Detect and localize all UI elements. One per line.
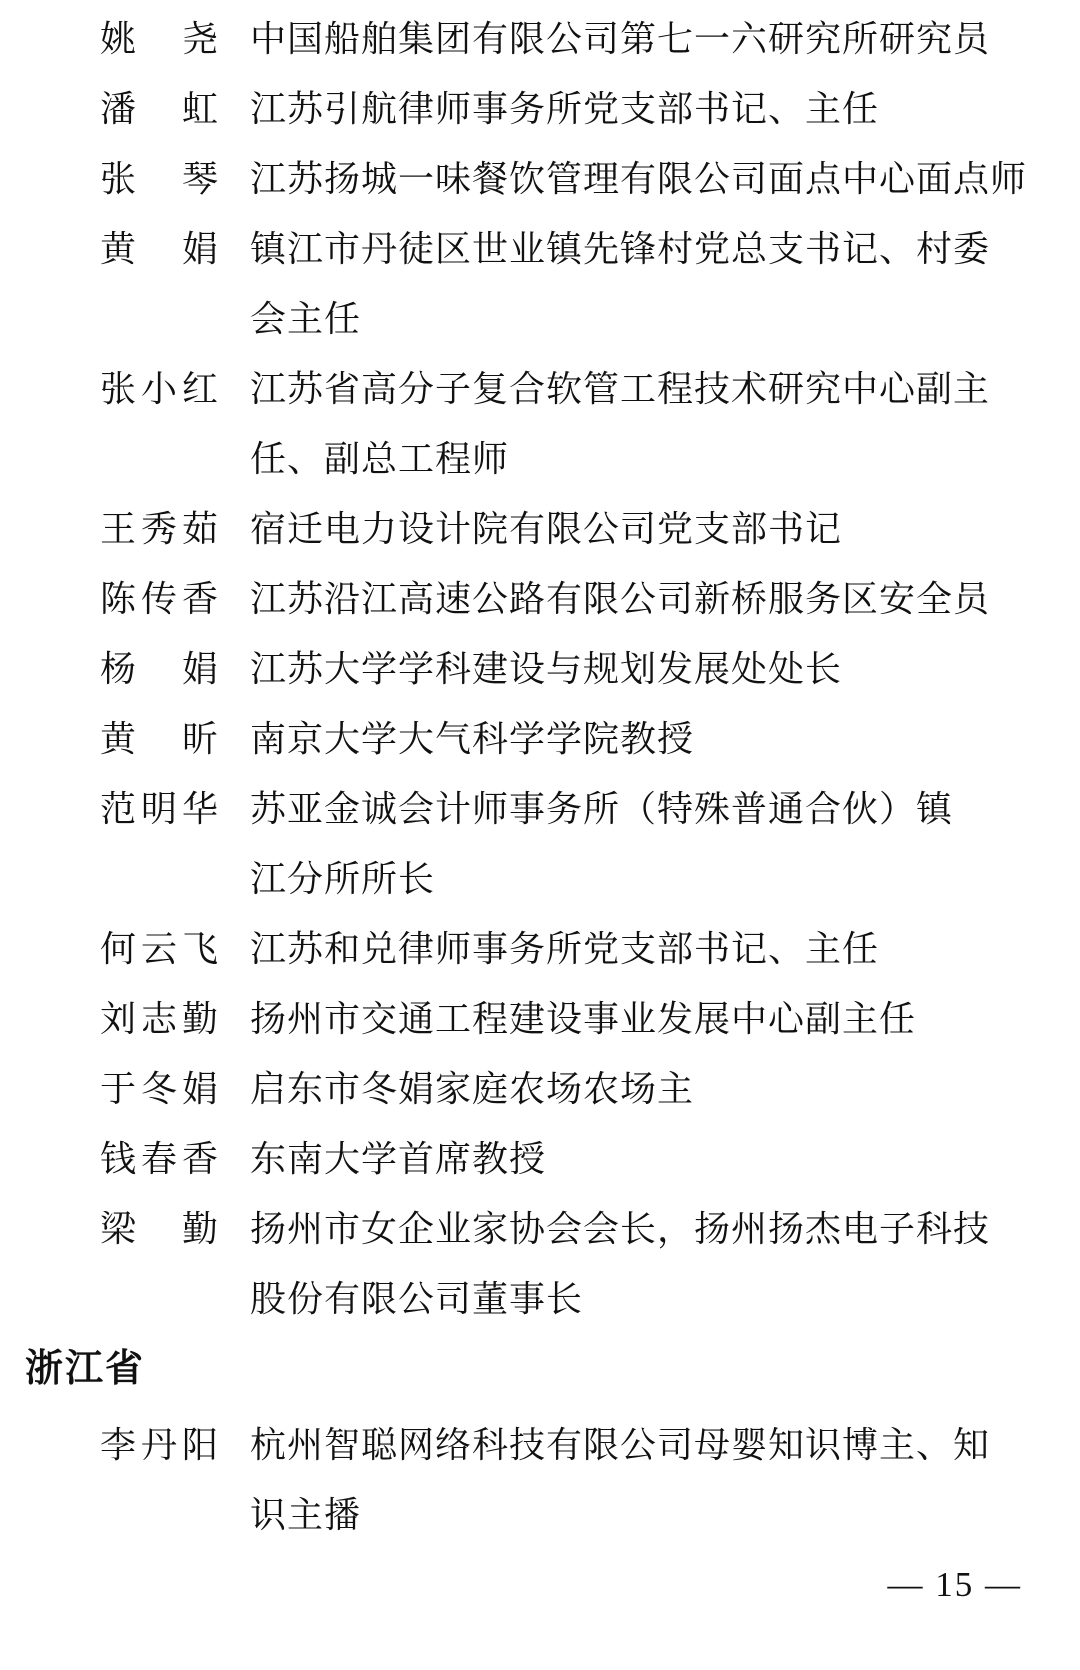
position-line: 江苏扬城一味餐饮管理有限公司面点中心面点师 (250, 159, 1028, 199)
person-name: 黄娟 (100, 229, 218, 269)
position-line: 镇江市丹徒区世业镇先锋村党总支书记、村委 (250, 229, 991, 269)
position-line: 中国船舶集团有限公司第七一六研究所研究员 (250, 19, 991, 59)
roster-entry (0, 494, 1080, 564)
roster-entry (0, 1194, 1080, 1334)
roster-entry (0, 214, 1080, 354)
person-position (250, 1194, 996, 1334)
person-name: 张小红 (100, 369, 218, 409)
position-line: 江分所所长 (250, 859, 436, 899)
person-name: 陈传香 (100, 579, 218, 619)
position-line: 苏亚金诚会计师事务所（特殊普通合伙）镇 (250, 789, 954, 829)
roster-entry (0, 634, 1080, 704)
person-position (250, 1124, 996, 1194)
position-line: 杭州智聪网络科技有限公司母婴知识博主、知 (250, 1425, 991, 1465)
person-position (250, 984, 996, 1054)
position-line: 江苏和兑律师事务所党支部书记、主任 (250, 929, 880, 969)
person-position (250, 144, 1028, 214)
roster-entry (0, 354, 1080, 494)
position-line: 扬州市交通工程建设事业发展中心副主任 (250, 999, 917, 1039)
person-position (250, 1054, 996, 1124)
position-line: 启东市冬娟家庭农场农场主 (250, 1069, 695, 1109)
position-line: 江苏省高分子复合软管工程技术研究中心副主 (250, 369, 991, 409)
person-name: 黄昕 (100, 719, 218, 759)
roster-entry (0, 1054, 1080, 1124)
position-line: 会主任 (250, 299, 362, 339)
roster-entry (0, 1410, 1080, 1550)
person-position (250, 214, 996, 354)
position-line: 识主播 (250, 1495, 362, 1535)
person-position (250, 354, 996, 494)
position-line: 股份有限公司董事长 (250, 1279, 584, 1319)
person-position (250, 704, 996, 774)
person-position (250, 564, 996, 634)
roster-entry (0, 984, 1080, 1054)
roster-entry (0, 74, 1080, 144)
person-name: 姚尧 (100, 19, 218, 59)
roster-entry (0, 704, 1080, 774)
section-header-zhejiang: 浙江省 (25, 1348, 146, 1390)
person-position (250, 4, 996, 74)
person-name: 何云飞 (100, 929, 218, 969)
person-name: 梁勤 (100, 1209, 218, 1249)
roster-entry (0, 774, 1080, 914)
roster-entry (0, 144, 1080, 214)
person-name: 李丹阳 (100, 1425, 218, 1465)
person-position (250, 74, 996, 144)
position-line: 宿迁电力设计院有限公司党支部书记 (250, 509, 843, 549)
person-position (250, 634, 996, 704)
person-name: 刘志勤 (100, 999, 218, 1039)
person-name: 杨娟 (100, 649, 218, 689)
position-line: 南京大学大气科学学院教授 (250, 719, 695, 759)
person-position (250, 774, 996, 914)
position-line: 任、副总工程师 (250, 439, 510, 479)
roster-entry (0, 1124, 1080, 1194)
position-line: 江苏大学学科建设与规划发展处处长 (250, 649, 843, 689)
person-position (250, 494, 996, 564)
person-name: 范明华 (100, 789, 218, 829)
roster-entry (0, 4, 1080, 74)
person-position (250, 1410, 996, 1550)
roster-entry (0, 564, 1080, 634)
position-line: 东南大学首席教授 (250, 1139, 547, 1179)
person-position (250, 914, 996, 984)
position-line: 江苏沿江高速公路有限公司新桥服务区安全员 (250, 579, 991, 619)
person-name: 潘虹 (100, 89, 218, 129)
position-line: 江苏引航律师事务所党支部书记、主任 (250, 89, 880, 129)
person-name: 钱春香 (100, 1139, 218, 1179)
person-name: 于冬娟 (100, 1069, 218, 1109)
position-line: 扬州市女企业家协会会长，扬州扬杰电子科技 (250, 1209, 991, 1249)
page-number: — 15 — (887, 1565, 1022, 1604)
roster-entry (0, 914, 1080, 984)
person-name: 王秀茹 (100, 509, 218, 549)
person-name: 张琴 (100, 159, 218, 199)
